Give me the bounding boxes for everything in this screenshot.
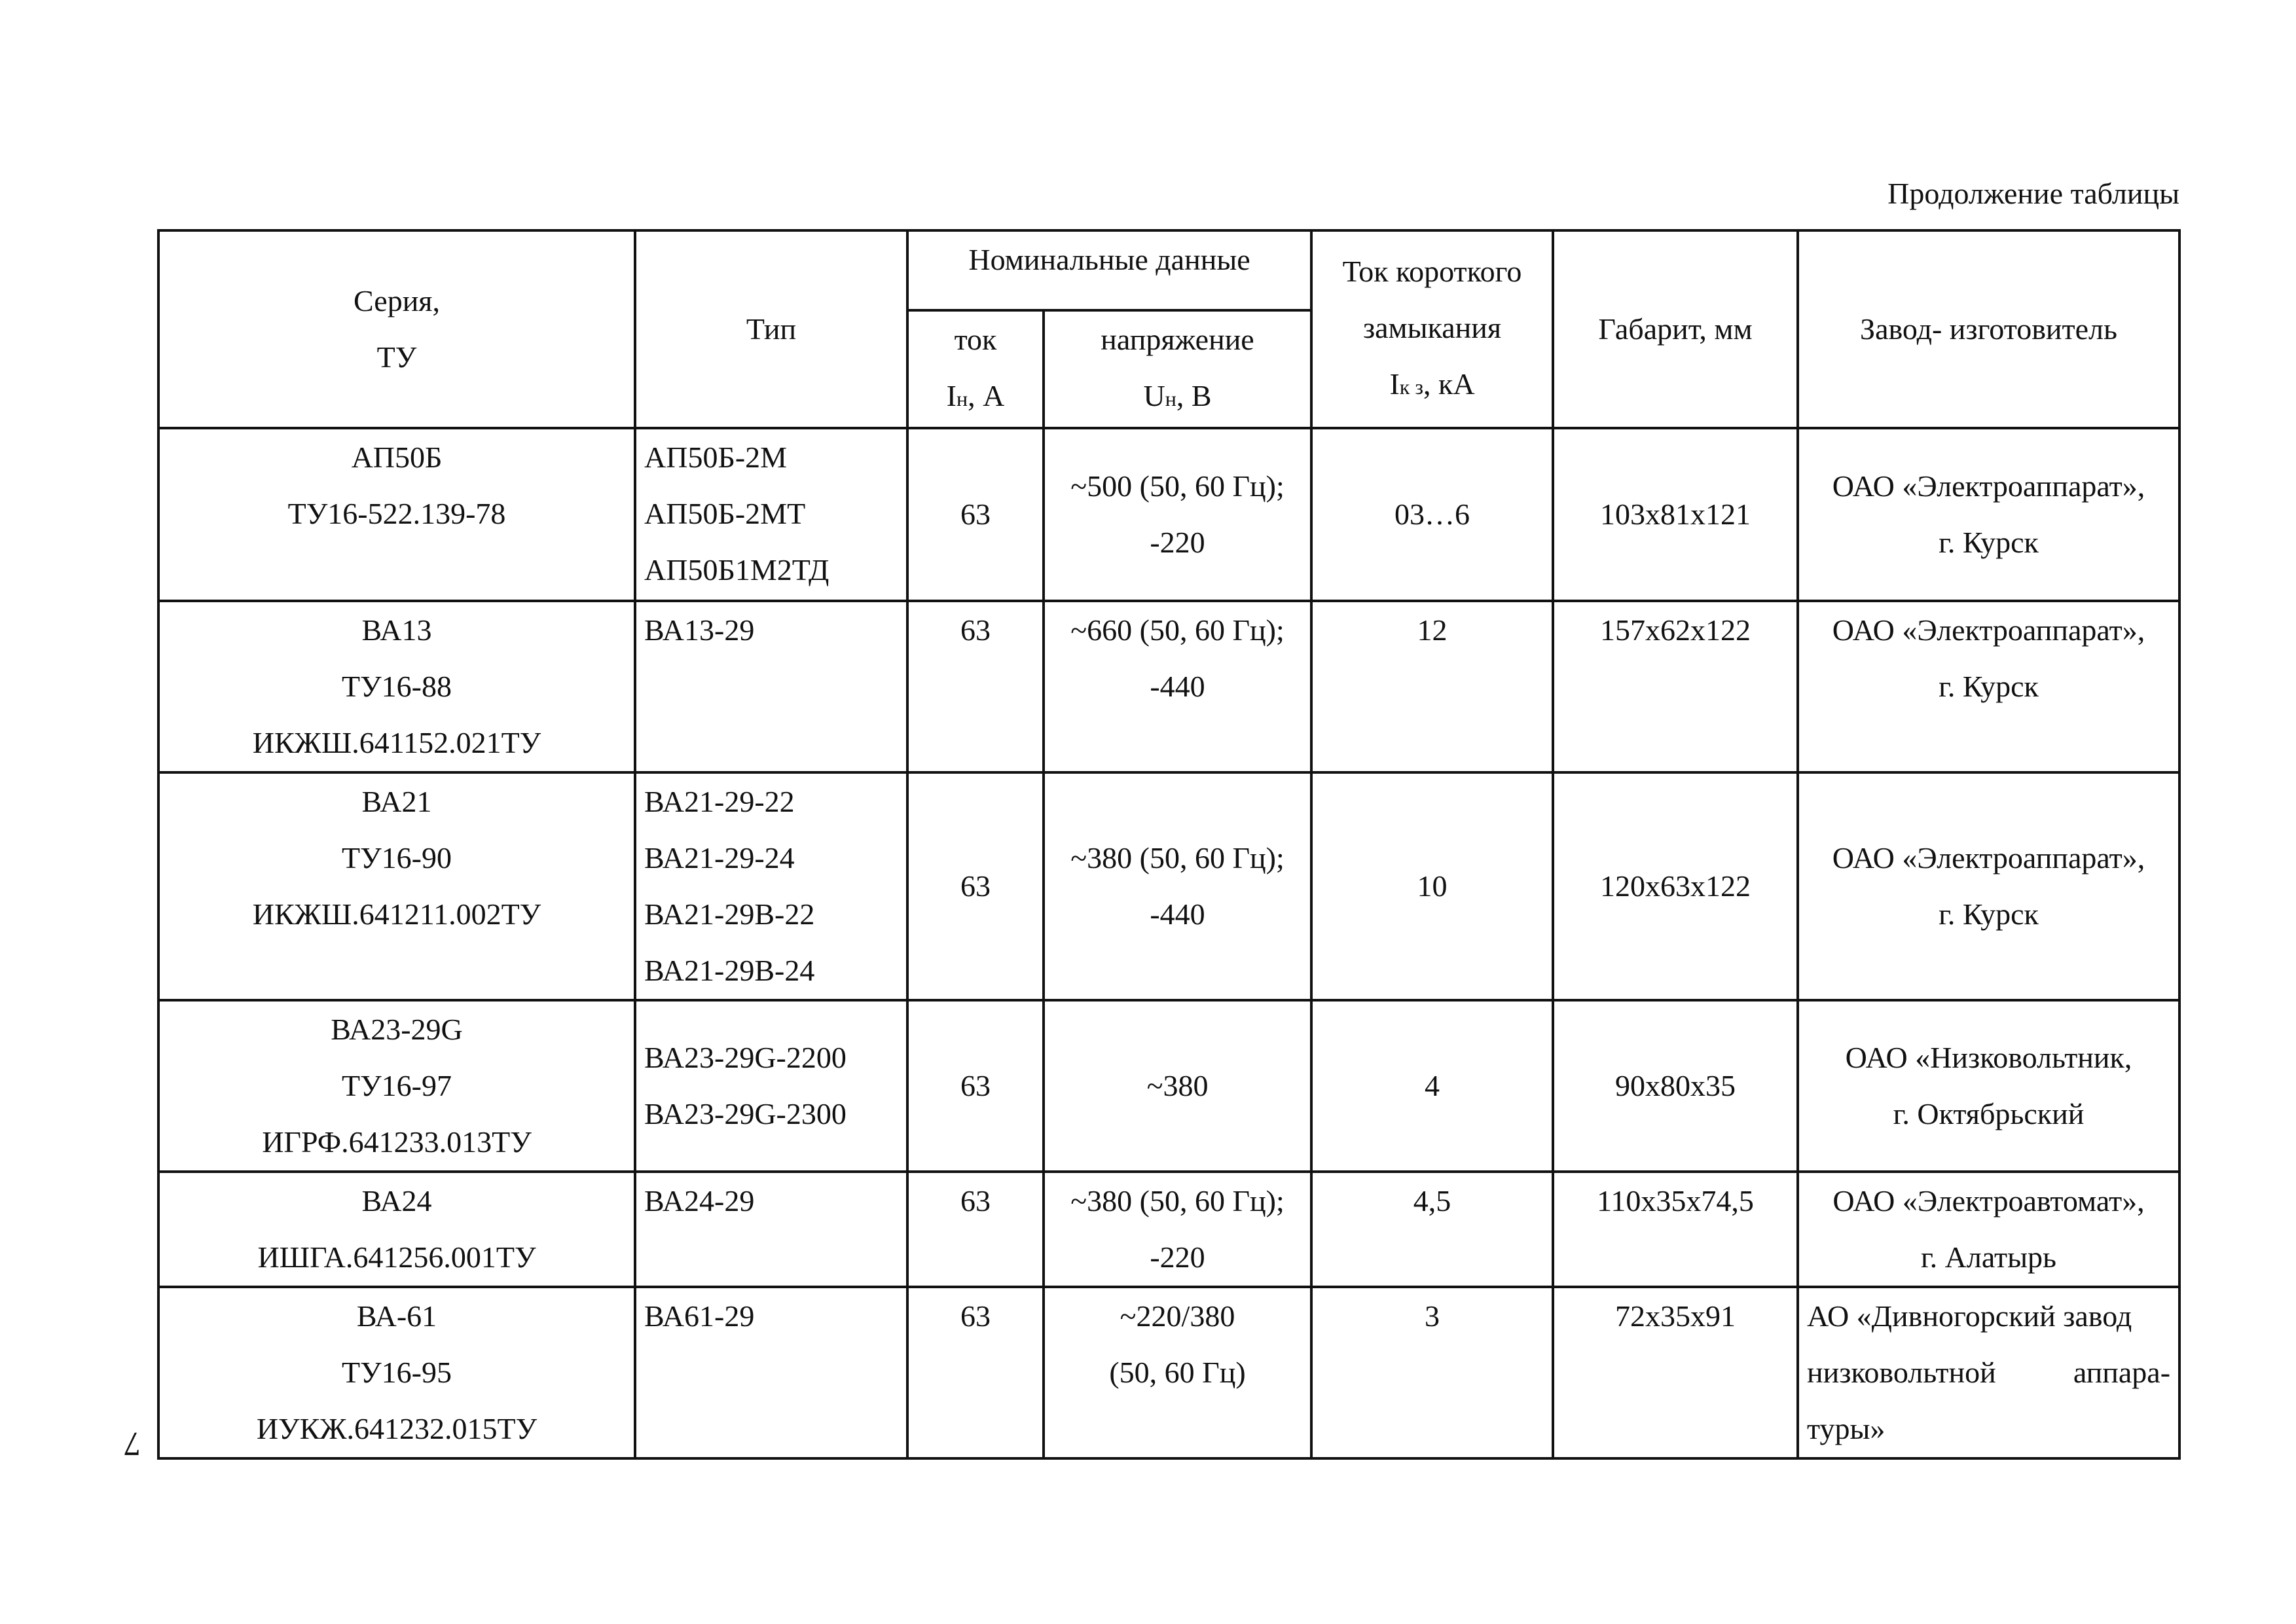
cell-short-circuit: 10 — [1311, 772, 1553, 1000]
cell-type: АП50Б-2М АП50Б-2МТ АП50Б1М2ТД — [635, 428, 907, 601]
cell-dimensions: 90х80х35 — [1553, 1000, 1798, 1172]
cell-manufacturer: ОАО «Электроаппарат», г. Курск — [1798, 601, 2179, 772]
cell-dimensions: 157х62х122 — [1553, 601, 1798, 772]
cell-dimensions: 72х35х91 — [1553, 1287, 1798, 1458]
cell-voltage: ~500 (50, 60 Гц); -220 — [1044, 428, 1311, 601]
table-row — [158, 772, 2179, 1000]
header-dimensions: Габарит, мм — [1553, 230, 1798, 428]
cell-dimensions: 120х63х122 — [1553, 772, 1798, 1000]
cell-current: 63 — [907, 772, 1044, 1000]
cell-series: ВА24 ИШГА.641256.001ТУ — [158, 1172, 635, 1287]
cell-series: АП50Б ТУ16-522.139-78 — [158, 428, 635, 601]
header-voltage: напряжение Uн, В — [1044, 310, 1311, 428]
cell-manufacturer: ОАО «Электроаппарат», г. Курск — [1798, 428, 2179, 601]
cell-series: ВА13 ТУ16-88 ИКЖШ.641152.021ТУ — [158, 601, 635, 772]
cell-current: 63 — [907, 1287, 1044, 1458]
header-current: ток Iн, А — [907, 310, 1044, 428]
cell-voltage: ~380 (50, 60 Гц); -220 — [1044, 1172, 1311, 1287]
cell-series: ВА21 ТУ16-90 ИКЖШ.641211.002ТУ — [158, 772, 635, 1000]
cell-dimensions: 103х81х121 — [1553, 428, 1798, 601]
cell-current: 63 — [907, 1000, 1044, 1172]
page-number: 7 — [124, 1425, 141, 1462]
cell-current: 63 — [907, 1172, 1044, 1287]
cell-type: ВА24-29 — [635, 1172, 907, 1287]
cell-type: ВА23-29G-2200 ВА23-29G-2300 — [635, 1000, 907, 1172]
table-row — [158, 1000, 2179, 1172]
cell-short-circuit: 4,5 — [1311, 1172, 1553, 1287]
cell-current: 63 — [907, 601, 1044, 772]
cell-voltage: ~380 — [1044, 1000, 1311, 1172]
cell-short-circuit: 4 — [1311, 1000, 1553, 1172]
header-manufacturer: Завод- изготовитель — [1798, 230, 2179, 428]
cell-voltage: ~660 (50, 60 Гц); -440 — [1044, 601, 1311, 772]
cell-manufacturer: ОАО «Низковольтник, г. Октябрьский — [1798, 1000, 2179, 1172]
cell-type: ВА21-29-22 ВА21-29-24 ВА21-29В-22 ВА21-29В-24 — [635, 772, 907, 1000]
header-nominal: Номинальные данные — [907, 230, 1311, 310]
table-row — [158, 601, 2179, 772]
cell-dimensions: 110х35х74,5 — [1553, 1172, 1798, 1287]
cell-series: ВА23-29G ТУ16-97 ИГРФ.641233.013ТУ — [158, 1000, 635, 1172]
header-type: Тип — [635, 230, 907, 428]
header-short-circuit: Ток короткого замыкания Iк з, кА — [1311, 230, 1553, 428]
table-row — [158, 1172, 2179, 1287]
cell-voltage: ~220/380 (50, 60 Гц) — [1044, 1287, 1311, 1458]
cell-type: ВА61-29 — [635, 1287, 907, 1458]
header-series: Серия, ТУ — [158, 230, 635, 428]
cell-manufacturer: ОАО «Электроаппарат», г. Курск — [1798, 772, 2179, 1000]
cell-short-circuit: 12 — [1311, 601, 1553, 772]
table-row — [158, 1287, 2179, 1458]
breakers-table — [157, 229, 2181, 1460]
cell-short-circuit: 3 — [1311, 1287, 1553, 1458]
cell-manufacturer: ОАО «Электроавтомат», г. Алатырь — [1798, 1172, 2179, 1287]
cell-type: ВА13-29 — [635, 601, 907, 772]
cell-current: 63 — [907, 428, 1044, 601]
cell-short-circuit: 03…6 — [1311, 428, 1553, 601]
cell-manufacturer: АО «Дивногорский завод низковольтной аппара- туры» — [1798, 1287, 2179, 1458]
cell-voltage: ~380 (50, 60 Гц); -440 — [1044, 772, 1311, 1000]
cell-series: ВА-61 ТУ16-95 ИУКЖ.641232.015ТУ — [158, 1287, 635, 1458]
table-caption: Продолжение таблицы — [1887, 177, 2179, 210]
table-row — [158, 428, 2179, 601]
